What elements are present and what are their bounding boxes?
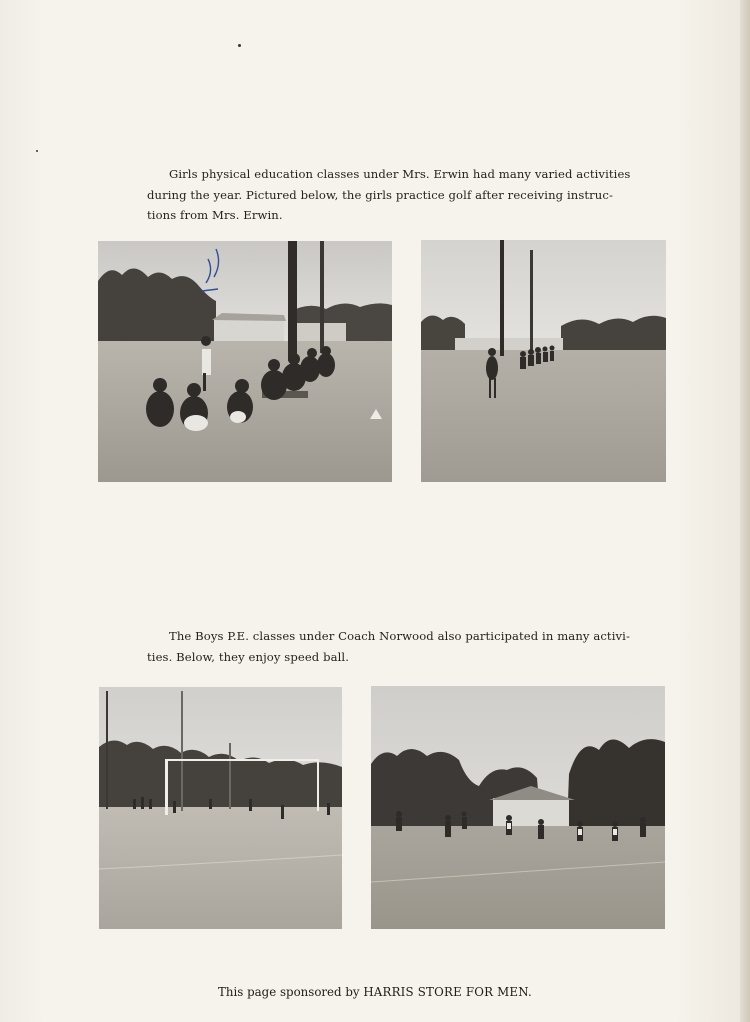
sponsor-name: HARRIS STORE FOR MEN. xyxy=(363,985,532,999)
girls-pe-caption xyxy=(147,164,630,226)
photo-girls-golf-line xyxy=(421,240,666,482)
photo-girls-golf-bench xyxy=(98,241,392,482)
boys-pe-caption xyxy=(147,626,630,667)
caption-line: tions from Mrs. Erwin. xyxy=(147,208,283,222)
sponsor-prefix: This page sponsored by xyxy=(218,985,360,999)
paper-speck xyxy=(36,150,38,152)
paper-speck xyxy=(238,44,241,47)
page-edge xyxy=(740,0,750,1022)
caption-line: during the year. Pictured below, the girls practice golf after receiving instruc- xyxy=(147,187,613,202)
caption-line: ties. Below, they enjoy speed ball. xyxy=(147,649,350,664)
sponsor-line xyxy=(0,985,750,999)
photo-boys-speedball-field xyxy=(371,686,665,929)
photo-boys-speedball-goal xyxy=(99,687,342,929)
caption-line: Girls physical education classes under Mrs. Erwin had many varied activities xyxy=(169,167,631,181)
caption-line: The Boys P.E. classes under Coach Norwood also participated in many activi- xyxy=(169,629,630,643)
